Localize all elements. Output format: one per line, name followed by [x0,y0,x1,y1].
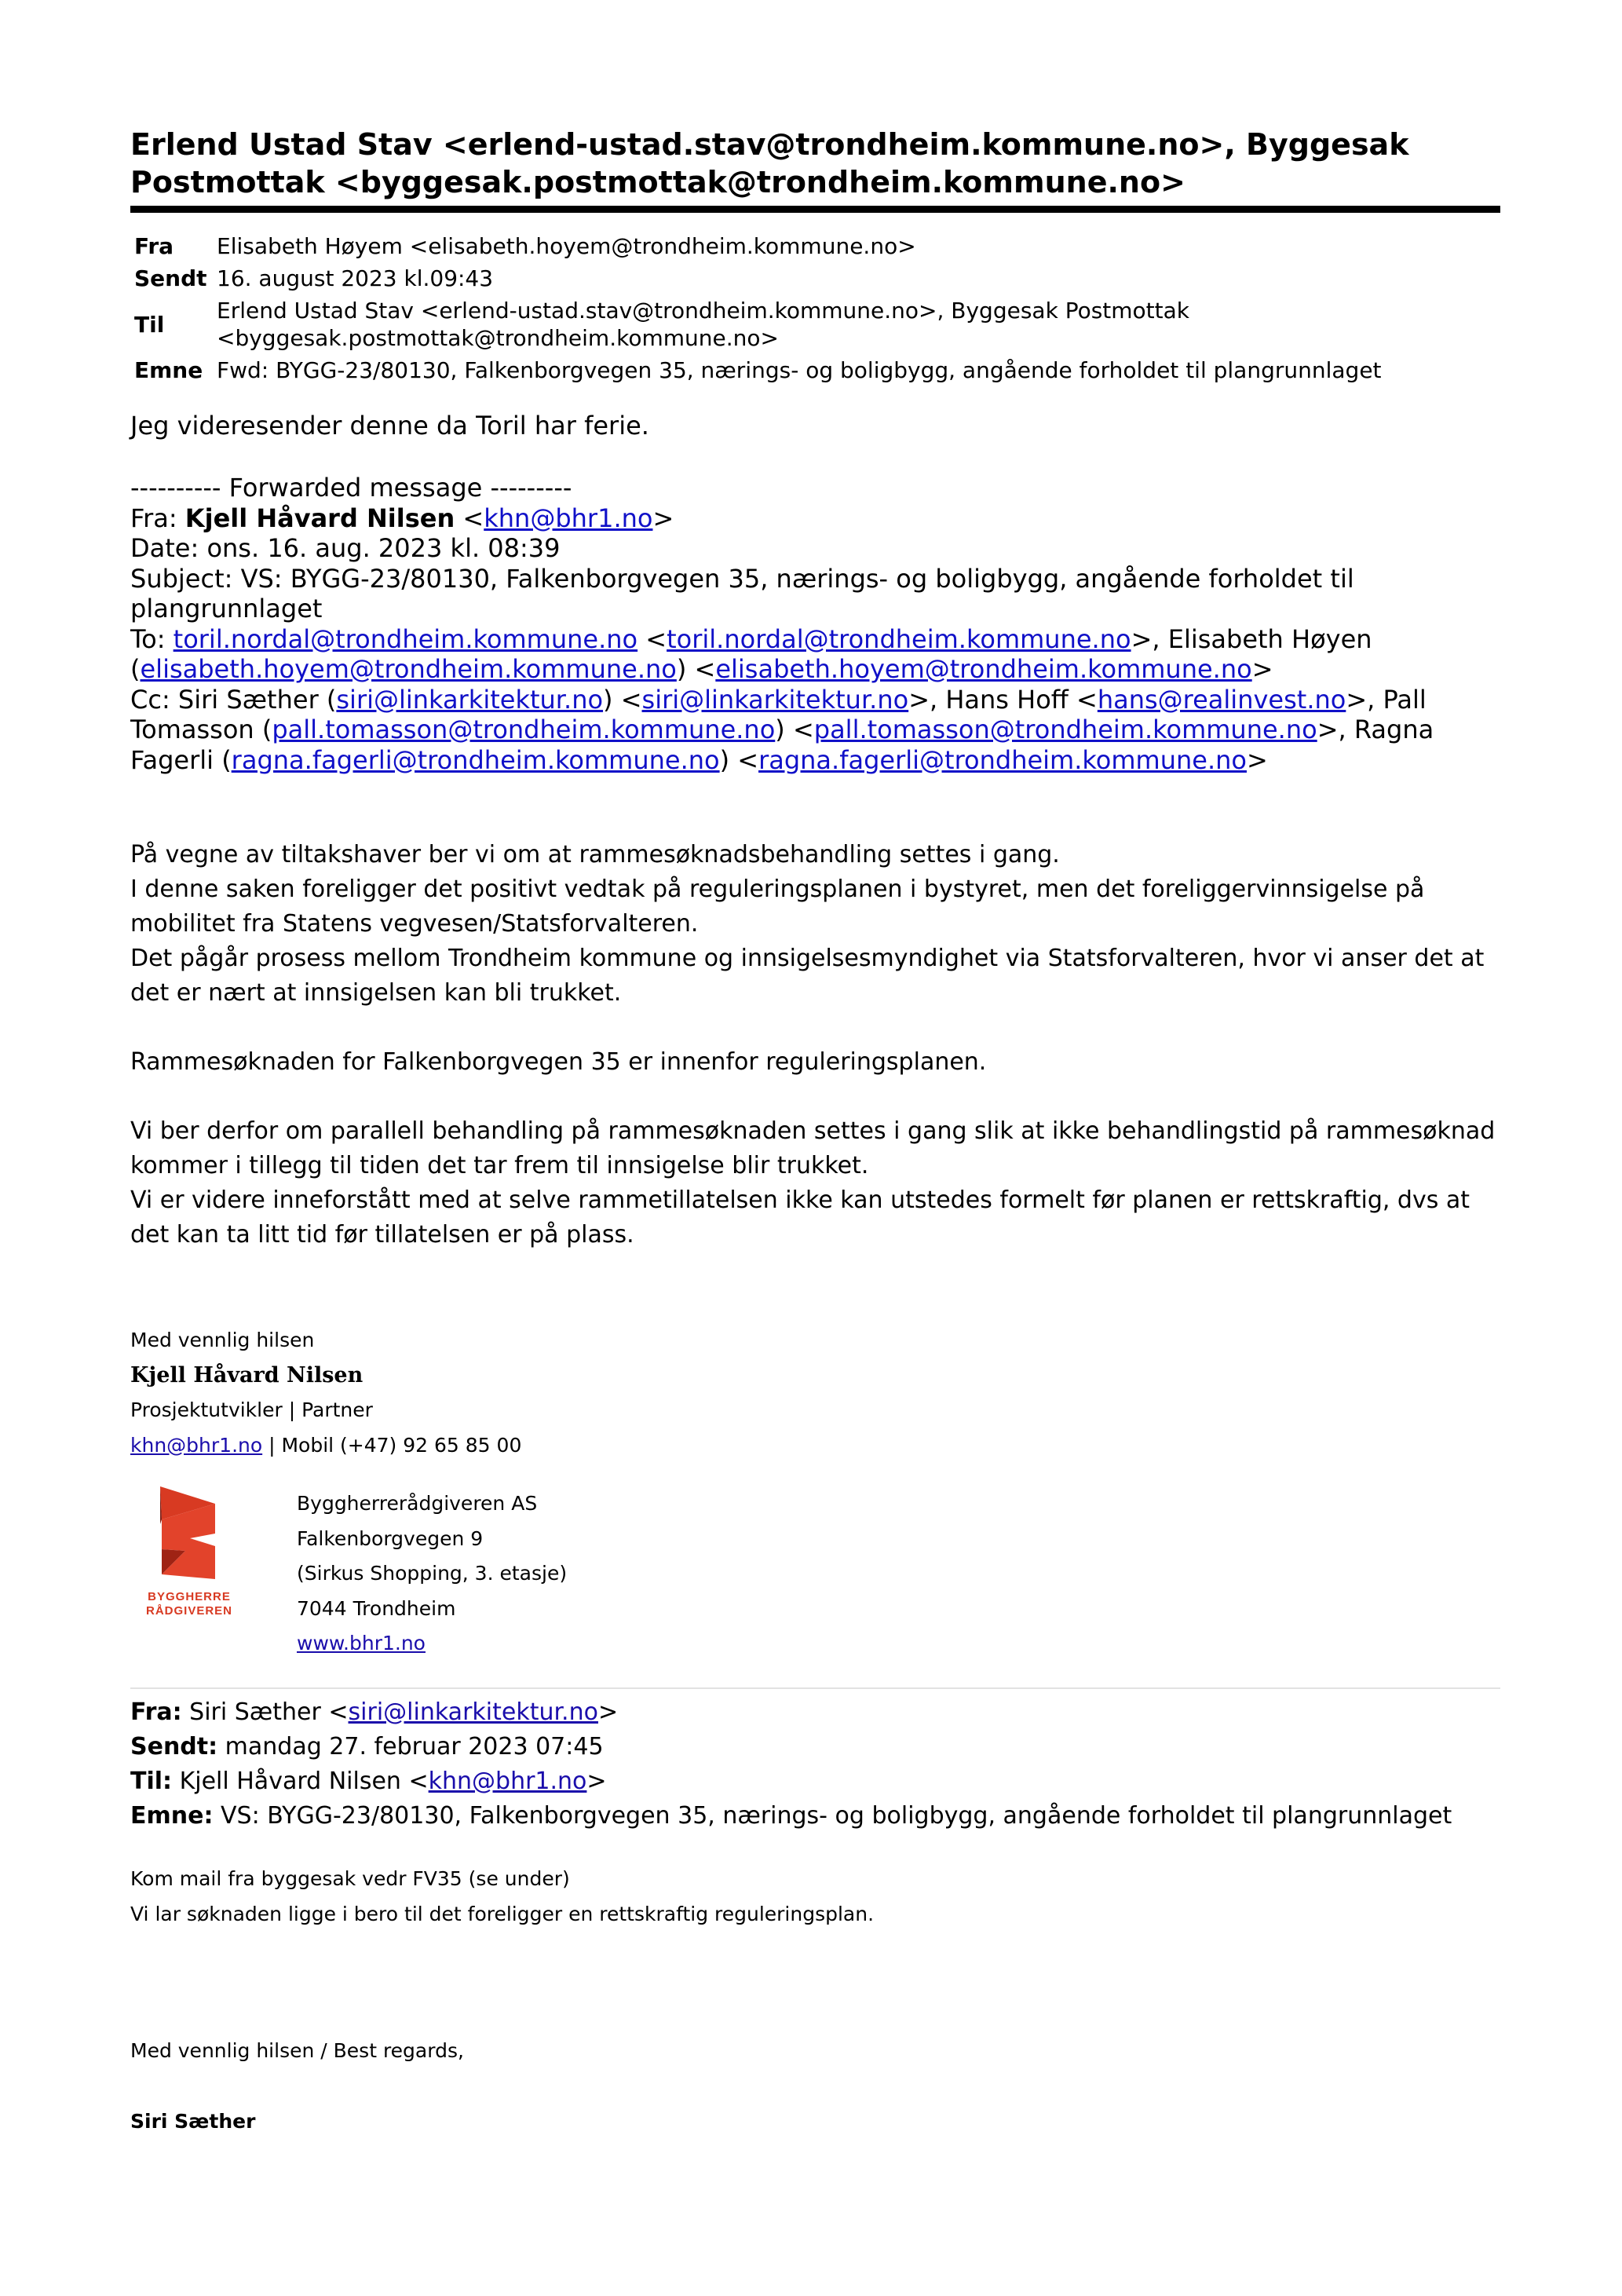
earlier-sent-line [130,1730,1500,1764]
company-postal: 7044 Trondheim [297,1596,456,1620]
body-paragraph: Vi er videre inneforstått med at selve rammetillatelsen ikke kan utstedes formelt før planen er rettskraftig, dvs at det kan ta litt tid før tillatelsen er på plass. [130,1186,1470,1249]
earlier-sent-value: mandag 27. februar 2023 07:45 [225,1733,604,1760]
forwarded-marker: ---------- Forwarded message --------- [130,473,572,503]
earlier-from-line: Fra: Siri Sæther <siri@linkarkitektur.no> [130,1698,619,1726]
earlier-signature-name: Siri Sæther [130,2109,256,2133]
page-title: Erlend Ustad Stav <erlend-ustad.stav@trondheim.kommune.no>, Byggesak Postmottak <byggesak.postmottak@trondheim.kommune.no> [130,127,1409,199]
forwarded-cc-prefix: Cc: [130,684,178,715]
earlier-to-label: Til: [130,1768,173,1795]
earlier-regards: Med vennlig hilsen / Best regards, [130,2039,464,2062]
company-street: Falkenborgvegen 9 [297,1526,484,1550]
siri-name: Siri Sæther [177,684,319,715]
signature-phone: | Mobil (+47) 92 65 85 00 [262,1433,522,1457]
header-to-value: Erlend Ustad Stav <erlend-ustad.stav@trondheim.kommune.no>, Byggesak Postmottak <byggesak.postmottak@trondheim.kommune.no> [217,298,1190,351]
header-to-label: Til [134,311,165,338]
header-row-to [130,294,1386,354]
email-header-table [130,230,1386,386]
body-paragraph: Rammesøknaden for Falkenborgvegen 35 er innenfor reguleringsplanen. [130,1048,987,1076]
ragna-email-link-2[interactable]: ragna.fagerli@trondheim.kommune.no [758,744,1247,775]
signature-block [130,1323,1500,1463]
forwarded-from-line: Fra: Kjell Håvard Nilsen <khn@bhr1.no> [130,503,674,533]
elisabeth-email-link-2[interactable]: elisabeth.hoyem@trondheim.kommune.no [715,654,1252,684]
toril-email-link-2[interactable]: toril.nordal@trondheim.kommune.no [667,623,1131,654]
earlier-from-email-link[interactable]: siri@linkarkitektur.no [348,1698,598,1726]
title-divider [130,206,1500,213]
earlier-subject-value: VS: BYGG-23/80130, Falkenborgvegen 35, nærings- og boligbygg, angående forholdet til plangrunnlaget [221,1802,1452,1830]
company-website-line [297,1626,567,1662]
forwarded-subject: Subject: VS: BYGG-23/80130, Falkenborgvegen 35, nærings- og boligbygg, angående forholdet til plangrunnlaget [130,563,1354,623]
company-address [297,1486,567,1662]
header-from-value: Elisabeth Høyem <elisabeth.hoyem@trondheim.kommune.no> [217,233,916,259]
forwarded-to-line: To: toril.nordal@trondheim.kommune.no <toril.nordal@trondheim.kommune.no>, Elisabeth Høyen (elisabeth.hoyem@trondheim.kommune.no) <elisabeth.hoyem@trondheim.kommune.no> [130,623,1372,684]
earlier-sent-label: Sendt: [130,1733,218,1760]
message-divider [130,1687,1500,1689]
company-block [130,1486,1500,1683]
company-location: (Sirkus Shopping, 3. etasje) [297,1562,568,1585]
pall-name: Pall Tomasson [130,684,1427,744]
body-paragraph: Vi ber derfor om parallell behandling på rammesøknaden settes i gang slik at ikke behandlingstid på rammesøknad kommer i tillegg til tiden det tar frem til innsigelse blir trukket. [130,1117,1496,1179]
email-page [130,126,1500,2133]
signature-name: Kjell Håvard Nilsen [130,1362,363,1387]
pall-email-link-2[interactable]: pall.tomasson@trondheim.kommune.no [813,715,1317,744]
intro-text: Jeg videresender denne da Toril har ferie. [130,411,649,441]
header-sent-label: Sendt [134,265,207,291]
toril-email-link[interactable]: toril.nordal@trondheim.kommune.no [173,623,638,654]
body-paragraph: Det pågår prosess mellom Trondheim kommune og innsigelsesmyndighet via Statsforvalteren, hvor vi anser det at det er nært at innsigelsen kan bli trukket. [130,945,1485,1007]
elisabeth-email-link[interactable]: elisabeth.hoyem@trondheim.kommune.no [140,654,677,684]
company-logo [130,1486,248,1620]
hans-name: Hans Hoff [945,684,1069,715]
earlier-message-body [130,1862,1500,1932]
header-from-label: Fra [134,233,174,259]
company-website-link[interactable]: www.bhr1.no [297,1632,426,1654]
logo-text-line1: BYGGHERRE [148,1590,231,1603]
earlier-to-email-link[interactable]: khn@bhr1.no [428,1768,587,1795]
header-sent-value: 16. august 2023 kl.09:43 [217,265,494,291]
elisabeth-name: Elisabeth Høyen [1167,623,1372,654]
logo-text-line2: RÅDGIVEREN [145,1604,233,1618]
earlier-from-name: Siri Sæther [189,1698,321,1726]
siri-email-link-2[interactable]: siri@linkarkitektur.no [641,684,909,715]
forwarded-header [130,473,1500,775]
forwarded-from-prefix: Fra: [130,503,185,533]
header-row-from [130,230,1386,262]
signature-role: Prosjektutvikler | Partner [130,1398,373,1421]
forwarded-to-prefix: To: [130,623,174,654]
siri-email-link[interactable]: siri@linkarkitektur.no [336,684,604,715]
earlier-subject-label: Emne: [130,1802,214,1830]
forwarded-from-name: Kjell Håvard Nilsen [184,503,455,533]
body-paragraph: I denne saken foreligger det positivt vedtak på reguleringsplanen i bystyret, men det foreliggervinnsigelse på mobilitet fra Statens vegvesen/Statsforvalteren. [130,876,1425,938]
message-body [130,838,1500,1252]
header-subject-label: Emne [134,357,203,383]
earlier-to-name: Kjell Håvard Nilsen [179,1768,401,1795]
hans-email-link[interactable]: hans@realinvest.no [1097,684,1346,715]
body-paragraph: På vegne av tiltakshaver ber vi om at rammesøknadsbehandling settes i gang. [130,841,1060,868]
header-subject-value: Fwd: BYGG-23/80130, Falkenborgvegen 35, nærings- og boligbygg, angående forholdet til plangrunnlaget [217,357,1382,383]
ragna-email-link[interactable]: ragna.fagerli@trondheim.kommune.no [231,744,720,775]
signature-contact [130,1428,1500,1464]
header-row-subject [130,354,1386,386]
earlier-from-label: Fra: [130,1698,182,1726]
earlier-body-line: Kom mail fra byggesak vedr FV35 (se under) [130,1867,570,1890]
earlier-to-line: Til: Kjell Håvard Nilsen <khn@bhr1.no> [130,1768,607,1795]
company-name: Byggherrerådgiveren AS [297,1492,538,1515]
forwarded-date: Date: ons. 16. aug. 2023 kl. 08:39 [130,533,561,563]
forwarded-cc-line: Cc: Siri Sæther (siri@linkarkitektur.no) <siri@linkarkitektur.no>, Hans Hoff <hans@realinvest.no>, Pall Tomasson (pall.tomasson@trondheim.kommune.no) <pall.tomasson@trondheim.kommune.no>, Ragna Fagerli (ragna.fagerli@trondheim.kommune.no) <ragna.fagerli@trondheim.kommune.no> [130,684,1434,775]
header-row-sent [130,262,1386,294]
earlier-subject-line [130,1799,1500,1834]
ragna-name: Ragna Fagerli [130,715,1434,775]
signature-email-link[interactable]: khn@bhr1.no [130,1433,263,1457]
forwarded-from-email-link[interactable]: khn@bhr1.no [484,503,653,533]
earlier-message-header [130,1695,1500,1834]
signature-greeting: Med vennlig hilsen [130,1329,315,1351]
pall-email-link[interactable]: pall.tomasson@trondheim.kommune.no [272,715,776,744]
earlier-body-line: Vi lar søknaden ligge i bero til det foreligger en rettskraftig reguleringsplan. [130,1902,875,1925]
